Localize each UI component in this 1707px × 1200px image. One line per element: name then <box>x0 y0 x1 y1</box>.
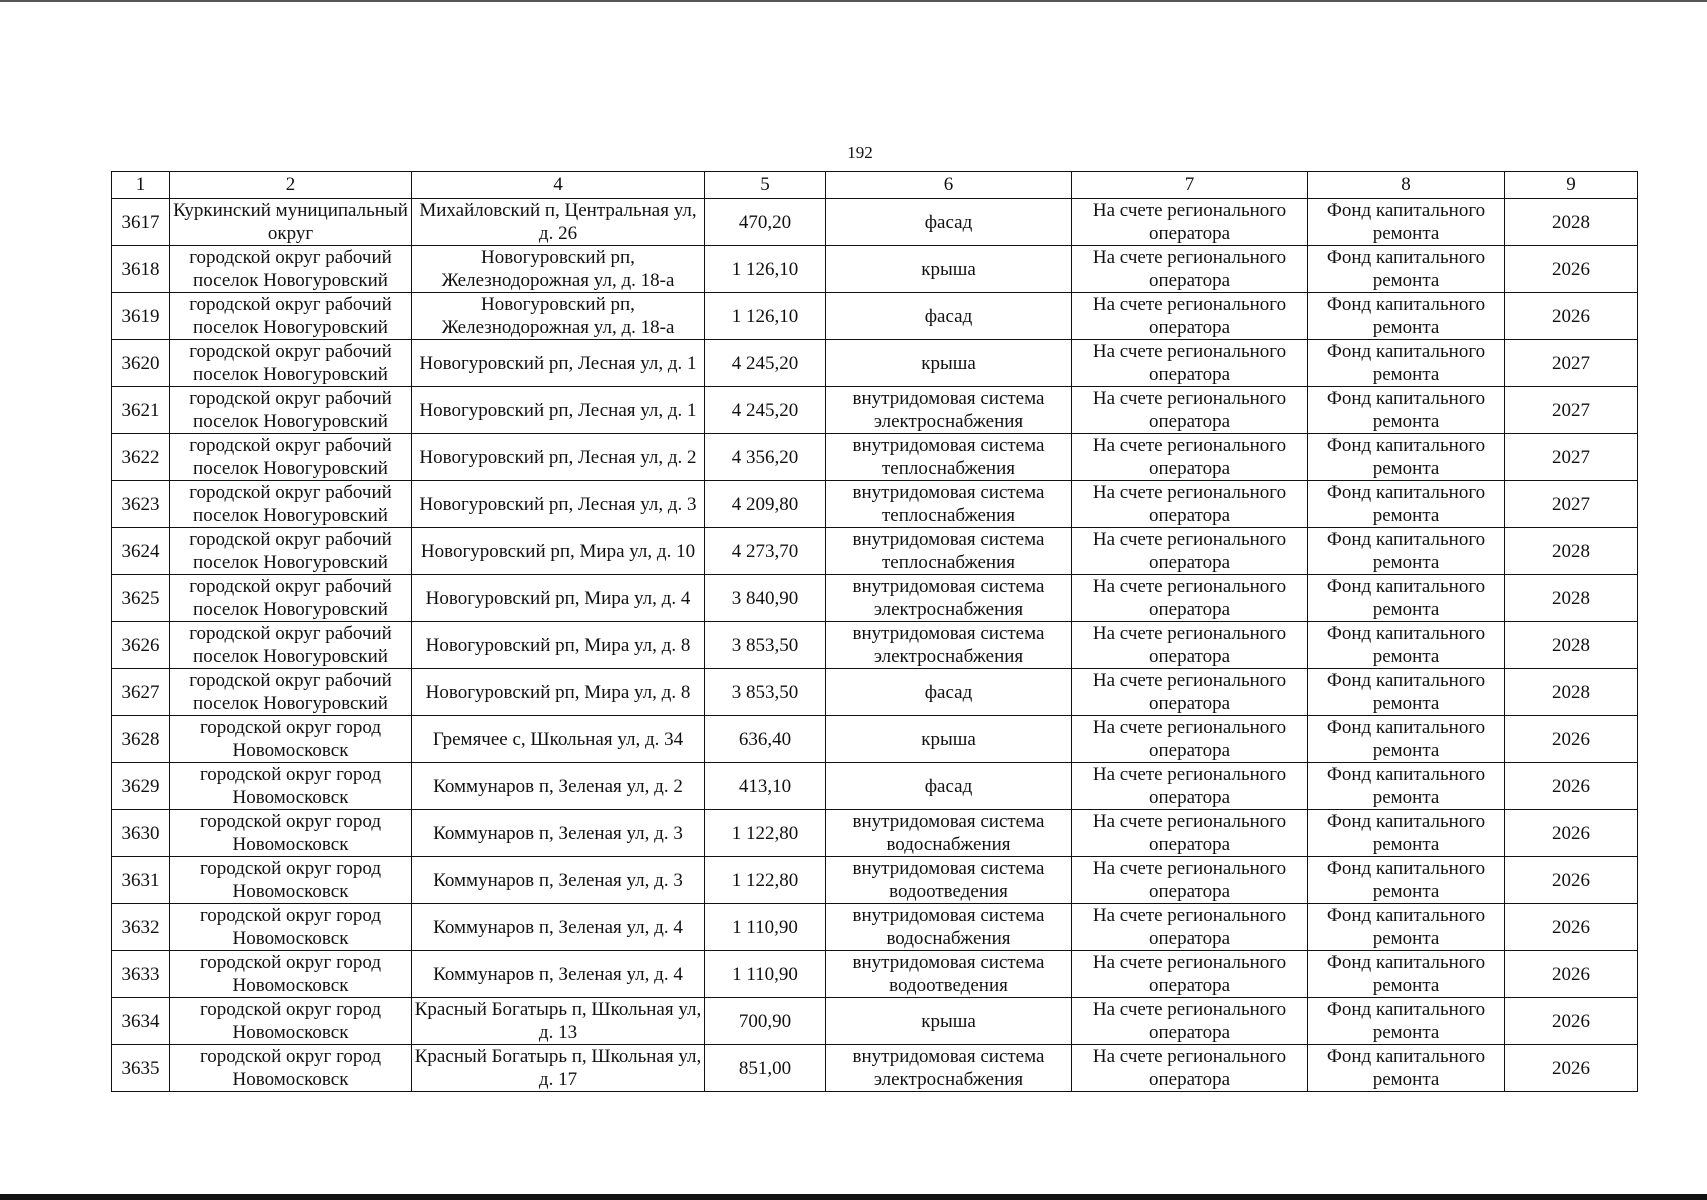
repair-year-cell: 2028 <box>1505 669 1638 716</box>
address-cell: Новогуровский рп, Лесная ул, д. 2 <box>412 434 705 481</box>
area-cell: 636,40 <box>705 716 826 763</box>
municipality-cell: городской округ рабочий поселок Новогуровский <box>170 528 412 575</box>
municipality-cell: городской округ город Новомосковск <box>170 810 412 857</box>
work-type-cell: фасад <box>826 669 1072 716</box>
area-cell: 1 126,10 <box>705 246 826 293</box>
area-cell: 1 122,80 <box>705 810 826 857</box>
repair-year-cell: 2026 <box>1505 951 1638 998</box>
work-type-cell: крыша <box>826 340 1072 387</box>
address-cell: Коммунаров п, Зеленая ул, д. 4 <box>412 951 705 998</box>
area-cell: 4 245,20 <box>705 387 826 434</box>
row-number: 3629 <box>112 763 170 810</box>
work-type-cell: внутридомовая система теплоснабжения <box>826 528 1072 575</box>
fund-account-cell: На счете регионального оператора <box>1072 904 1308 951</box>
table-row <box>112 904 1638 951</box>
area-cell: 1 126,10 <box>705 293 826 340</box>
work-type-cell: внутридомовая система электроснабжения <box>826 1045 1072 1092</box>
address-cell: Новогуровский рп, Мира ул, д. 10 <box>412 528 705 575</box>
repair-year-cell: 2027 <box>1505 434 1638 481</box>
row-number: 3621 <box>112 387 170 434</box>
address-cell: Новогуровский рп, Мира ул, д. 8 <box>412 622 705 669</box>
row-number: 3632 <box>112 904 170 951</box>
fund-account-cell: На счете регионального оператора <box>1072 810 1308 857</box>
work-type-cell: внутридомовая система электроснабжения <box>826 575 1072 622</box>
table-row <box>112 810 1638 857</box>
repair-year-cell: 2028 <box>1505 622 1638 669</box>
fund-account-cell: На счете регионального оператора <box>1072 998 1308 1045</box>
row-number: 3624 <box>112 528 170 575</box>
work-type-cell: фасад <box>826 199 1072 246</box>
table-row <box>112 575 1638 622</box>
table-row <box>112 199 1638 246</box>
municipality-cell: городской округ рабочий поселок Новогуровский <box>170 387 412 434</box>
area-cell: 3 840,90 <box>705 575 826 622</box>
area-cell: 1 122,80 <box>705 857 826 904</box>
funding-source-cell: Фонд капитального ремонта <box>1308 481 1505 528</box>
address-cell: Коммунаров п, Зеленая ул, д. 2 <box>412 763 705 810</box>
fund-account-cell: На счете регионального оператора <box>1072 622 1308 669</box>
municipality-cell: городской округ город Новомосковск <box>170 998 412 1045</box>
row-number: 3622 <box>112 434 170 481</box>
municipality-cell: городской округ рабочий поселок Новогуровский <box>170 434 412 481</box>
fund-account-cell: На счете регионального оператора <box>1072 528 1308 575</box>
area-cell: 470,20 <box>705 199 826 246</box>
work-type-cell: внутридомовая система водоотведения <box>826 857 1072 904</box>
table-row <box>112 669 1638 716</box>
work-type-cell: крыша <box>826 998 1072 1045</box>
municipality-cell: Куркинский муниципальный округ <box>170 199 412 246</box>
table-row <box>112 1045 1638 1092</box>
repair-year-cell: 2027 <box>1505 481 1638 528</box>
fund-account-cell: На счете регионального оператора <box>1072 246 1308 293</box>
address-cell: Новогуровский рп, Лесная ул, д. 1 <box>412 387 705 434</box>
address-cell: Новогуровский рп, Лесная ул, д. 3 <box>412 481 705 528</box>
table-row <box>112 951 1638 998</box>
address-cell: Новогуровский рп, Железнодорожная ул, д. 18-а <box>412 293 705 340</box>
row-number: 3631 <box>112 857 170 904</box>
municipality-cell: городской округ рабочий поселок Новогуровский <box>170 246 412 293</box>
repair-year-cell: 2028 <box>1505 528 1638 575</box>
column-header: 7 <box>1072 172 1308 199</box>
work-type-cell: внутридомовая система водоснабжения <box>826 904 1072 951</box>
fund-account-cell: На счете регионального оператора <box>1072 669 1308 716</box>
fund-account-cell: На счете регионального оператора <box>1072 434 1308 481</box>
area-cell: 4 273,70 <box>705 528 826 575</box>
row-number: 3628 <box>112 716 170 763</box>
row-number: 3617 <box>112 199 170 246</box>
repair-year-cell: 2026 <box>1505 763 1638 810</box>
page-number: 192 <box>847 143 873 162</box>
table-row <box>112 340 1638 387</box>
column-header: 9 <box>1505 172 1638 199</box>
municipality-cell: городской округ город Новомосковск <box>170 763 412 810</box>
column-header: 2 <box>170 172 412 199</box>
funding-source-cell: Фонд капитального ремонта <box>1308 669 1505 716</box>
funding-source-cell: Фонд капитального ремонта <box>1308 998 1505 1045</box>
address-cell: Новогуровский рп, Мира ул, д. 4 <box>412 575 705 622</box>
repair-year-cell: 2026 <box>1505 246 1638 293</box>
fund-account-cell: На счете регионального оператора <box>1072 199 1308 246</box>
table-row <box>112 998 1638 1045</box>
funding-source-cell: Фонд капитального ремонта <box>1308 293 1505 340</box>
funding-source-cell: Фонд капитального ремонта <box>1308 434 1505 481</box>
row-number: 3626 <box>112 622 170 669</box>
address-cell: Коммунаров п, Зеленая ул, д. 3 <box>412 810 705 857</box>
table-row <box>112 622 1638 669</box>
row-number: 3633 <box>112 951 170 998</box>
fund-account-cell: На счете регионального оператора <box>1072 1045 1308 1092</box>
row-number: 3625 <box>112 575 170 622</box>
table-body <box>112 199 1638 1092</box>
municipality-cell: городской округ город Новомосковск <box>170 1045 412 1092</box>
table-row <box>112 716 1638 763</box>
fund-account-cell: На счете регионального оператора <box>1072 763 1308 810</box>
repair-year-cell: 2026 <box>1505 810 1638 857</box>
row-number: 3623 <box>112 481 170 528</box>
repair-year-cell: 2026 <box>1505 998 1638 1045</box>
row-number: 3635 <box>112 1045 170 1092</box>
work-type-cell: внутридомовая система электроснабжения <box>826 622 1072 669</box>
fund-account-cell: На счете регионального оператора <box>1072 716 1308 763</box>
funding-source-cell: Фонд капитального ремонта <box>1308 528 1505 575</box>
funding-source-cell: Фонд капитального ремонта <box>1308 810 1505 857</box>
column-header: 1 <box>112 172 170 199</box>
work-type-cell: крыша <box>826 246 1072 293</box>
municipality-cell: городской округ город Новомосковск <box>170 904 412 951</box>
row-number: 3627 <box>112 669 170 716</box>
address-cell: Новогуровский рп, Мира ул, д. 8 <box>412 669 705 716</box>
work-type-cell: фасад <box>826 293 1072 340</box>
funding-source-cell: Фонд капитального ремонта <box>1308 1045 1505 1092</box>
area-cell: 4 245,20 <box>705 340 826 387</box>
table-row <box>112 857 1638 904</box>
table-row <box>112 387 1638 434</box>
funding-source-cell: Фонд капитального ремонта <box>1308 763 1505 810</box>
fund-account-cell: На счете регионального оператора <box>1072 575 1308 622</box>
table-row <box>112 246 1638 293</box>
municipality-cell: городской округ город Новомосковск <box>170 857 412 904</box>
funding-source-cell: Фонд капитального ремонта <box>1308 716 1505 763</box>
funding-source-cell: Фонд капитального ремонта <box>1308 246 1505 293</box>
table-row <box>112 434 1638 481</box>
work-type-cell: внутридомовая система теплоснабжения <box>826 481 1072 528</box>
row-number: 3619 <box>112 293 170 340</box>
work-type-cell: внутридомовая система водоотведения <box>826 951 1072 998</box>
funding-source-cell: Фонд капитального ремонта <box>1308 340 1505 387</box>
repair-year-cell: 2027 <box>1505 387 1638 434</box>
municipality-cell: городской округ рабочий поселок Новогуровский <box>170 481 412 528</box>
table-row <box>112 293 1638 340</box>
funding-source-cell: Фонд капитального ремонта <box>1308 199 1505 246</box>
work-type-cell: внутридомовая система теплоснабжения <box>826 434 1072 481</box>
capital-repair-table <box>111 171 1638 1092</box>
table-row <box>112 481 1638 528</box>
funding-source-cell: Фонд капитального ремонта <box>1308 387 1505 434</box>
row-number: 3630 <box>112 810 170 857</box>
funding-source-cell: Фонд капитального ремонта <box>1308 951 1505 998</box>
funding-source-cell: Фонд капитального ремонта <box>1308 575 1505 622</box>
fund-account-cell: На счете регионального оператора <box>1072 857 1308 904</box>
top-scan-border <box>0 0 1707 2</box>
address-cell: Новогуровский рп, Лесная ул, д. 1 <box>412 340 705 387</box>
row-number: 3618 <box>112 246 170 293</box>
fund-account-cell: На счете регионального оператора <box>1072 951 1308 998</box>
column-header: 6 <box>826 172 1072 199</box>
table-row <box>112 528 1638 575</box>
repair-year-cell: 2026 <box>1505 857 1638 904</box>
fund-account-cell: На счете регионального оператора <box>1072 340 1308 387</box>
area-cell: 4 356,20 <box>705 434 826 481</box>
repair-year-cell: 2027 <box>1505 340 1638 387</box>
area-cell: 3 853,50 <box>705 622 826 669</box>
row-number: 3620 <box>112 340 170 387</box>
municipality-cell: городской округ рабочий поселок Новогуровский <box>170 622 412 669</box>
municipality-cell: городской округ рабочий поселок Новогуровский <box>170 293 412 340</box>
address-cell: Красный Богатырь п, Школьная ул, д. 17 <box>412 1045 705 1092</box>
fund-account-cell: На счете регионального оператора <box>1072 387 1308 434</box>
repair-year-cell: 2028 <box>1505 199 1638 246</box>
repair-year-cell: 2026 <box>1505 716 1638 763</box>
area-cell: 851,00 <box>705 1045 826 1092</box>
municipality-cell: городской округ рабочий поселок Новогуровский <box>170 669 412 716</box>
fund-account-cell: На счете регионального оператора <box>1072 481 1308 528</box>
bottom-scan-border <box>0 1194 1707 1200</box>
work-type-cell: внутридомовая система водоснабжения <box>826 810 1072 857</box>
table-row <box>112 763 1638 810</box>
address-cell: Новогуровский рп, Железнодорожная ул, д. 18-а <box>412 246 705 293</box>
funding-source-cell: Фонд капитального ремонта <box>1308 857 1505 904</box>
municipality-cell: городской округ город Новомосковск <box>170 716 412 763</box>
area-cell: 413,10 <box>705 763 826 810</box>
header-row <box>112 172 1638 199</box>
repair-year-cell: 2026 <box>1505 293 1638 340</box>
column-header: 5 <box>705 172 826 199</box>
work-type-cell: крыша <box>826 716 1072 763</box>
repair-year-cell: 2028 <box>1505 575 1638 622</box>
address-cell: Коммунаров п, Зеленая ул, д. 3 <box>412 857 705 904</box>
work-type-cell: внутридомовая система электроснабжения <box>826 387 1072 434</box>
table-header <box>112 172 1638 199</box>
address-cell: Михайловский п, Центральная ул, д. 26 <box>412 199 705 246</box>
area-cell: 3 853,50 <box>705 669 826 716</box>
fund-account-cell: На счете регионального оператора <box>1072 293 1308 340</box>
area-cell: 1 110,90 <box>705 951 826 998</box>
row-number: 3634 <box>112 998 170 1045</box>
repair-year-cell: 2026 <box>1505 1045 1638 1092</box>
address-cell: Гремячее с, Школьная ул, д. 34 <box>412 716 705 763</box>
area-cell: 1 110,90 <box>705 904 826 951</box>
work-type-cell: фасад <box>826 763 1072 810</box>
funding-source-cell: Фонд капитального ремонта <box>1308 622 1505 669</box>
column-header: 4 <box>412 172 705 199</box>
municipality-cell: городской округ город Новомосковск <box>170 951 412 998</box>
column-header: 8 <box>1308 172 1505 199</box>
area-cell: 700,90 <box>705 998 826 1045</box>
funding-source-cell: Фонд капитального ремонта <box>1308 904 1505 951</box>
municipality-cell: городской округ рабочий поселок Новогуровский <box>170 575 412 622</box>
municipality-cell: городской округ рабочий поселок Новогуровский <box>170 340 412 387</box>
area-cell: 4 209,80 <box>705 481 826 528</box>
address-cell: Коммунаров п, Зеленая ул, д. 4 <box>412 904 705 951</box>
repair-year-cell: 2026 <box>1505 904 1638 951</box>
address-cell: Красный Богатырь п, Школьная ул, д. 13 <box>412 998 705 1045</box>
